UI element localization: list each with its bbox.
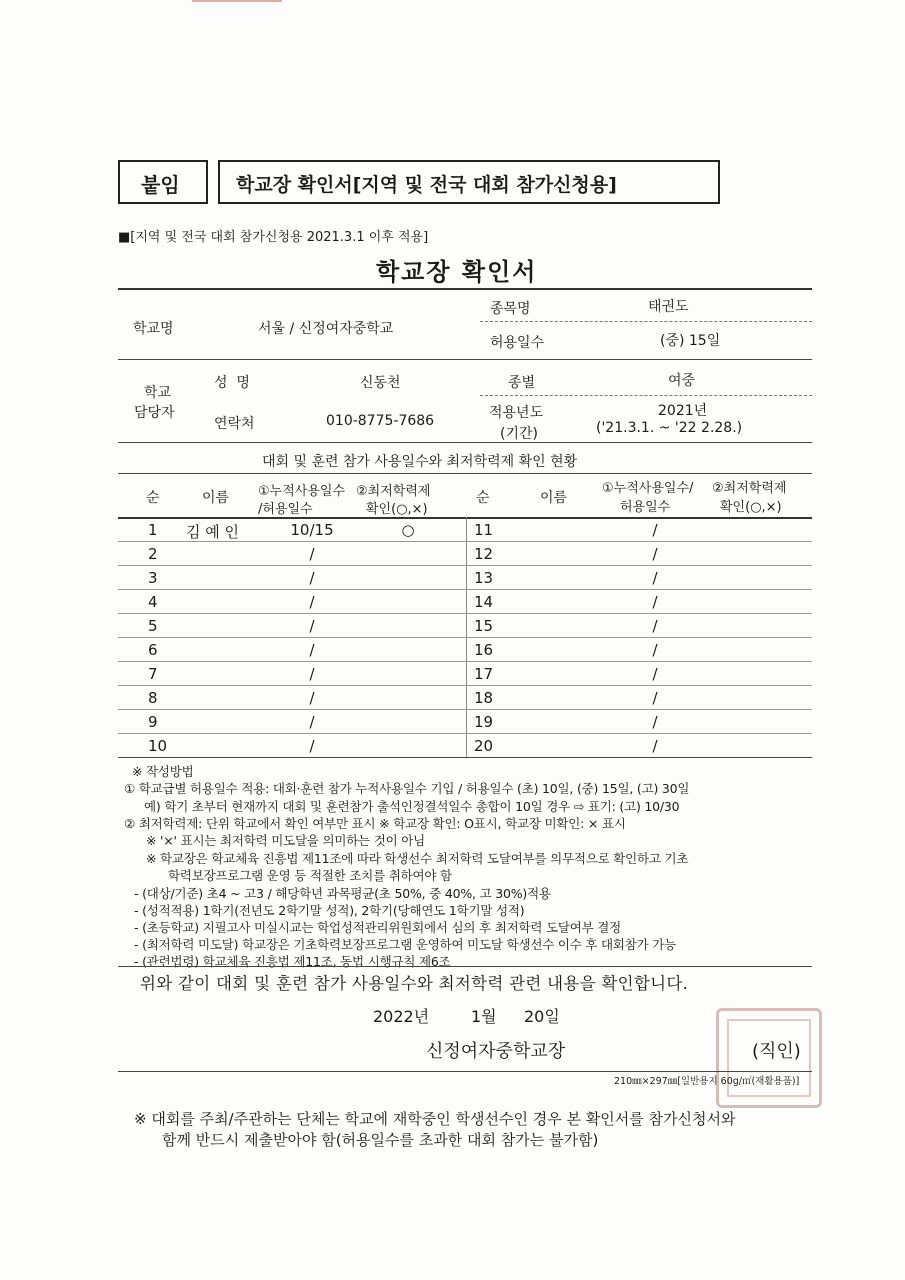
year-value: 2021년 — [658, 403, 708, 419]
status-header-border — [118, 517, 812, 519]
date-year: 2022년 — [373, 1007, 430, 1026]
usage-days-right: / — [652, 713, 658, 731]
usage-days: / — [309, 713, 315, 731]
date-day: 20일 — [524, 1007, 560, 1026]
usage-days-right: / — [652, 641, 658, 659]
col-name: 이름 — [202, 490, 230, 506]
officer-label-2: 담당자 — [134, 405, 175, 421]
usage-days: / — [309, 737, 315, 755]
allowed-days-label: 허용일수 — [490, 335, 545, 351]
note-1a: ① 학교급별 허용일수 적용: 대회·훈련 참가 누적사용일수 기입 / 허용일수 (초) 10일, (중) 15일, (고) 30일 — [124, 781, 690, 796]
row-number: 5 — [148, 617, 158, 635]
row-number-right: 12 — [474, 545, 494, 563]
allowed-days-value: (중) 15일 — [660, 333, 721, 349]
contact-label: 연락처 — [214, 416, 255, 432]
usage-days: / — [309, 593, 315, 611]
row-number-right: 18 — [474, 689, 494, 707]
row-divider — [118, 541, 812, 542]
row-divider — [118, 565, 812, 566]
col-name-right: 이름 — [540, 490, 568, 506]
col-usage-2: /허용일수 — [258, 502, 313, 517]
officer-label-1: 학교 — [144, 385, 172, 401]
detail-5: - (관련법령) 학교체육 진흥법 제11조, 동법 시행규칙 제6조 — [134, 954, 451, 969]
info-top-border — [118, 288, 812, 290]
row-divider — [118, 685, 812, 686]
usage-days: / — [309, 665, 315, 683]
usage-days: / — [309, 689, 315, 707]
notes-bottom-border — [118, 966, 812, 967]
row-divider — [118, 709, 812, 710]
usage-days-right: / — [652, 521, 658, 539]
category-value: 여중 — [668, 373, 696, 389]
detail-2: - (성적적용) 1학기(전년도 2학기말 성적), 2학기(당해연도 1학기말 성적) — [134, 903, 525, 918]
row-divider — [118, 613, 812, 614]
col-check-1: ②최저학력제 — [356, 484, 431, 499]
row-number: 1 — [148, 521, 158, 539]
footer-note-2: 함께 반드시 제출받아야 함(허용일수를 초과한 대회 참가는 불가함) — [162, 1131, 599, 1149]
col-check-2-right: 확인(○,×) — [720, 500, 782, 515]
usage-days-right: / — [652, 593, 658, 611]
note-2: ② 최저학력제: 단위 학교에서 확인 여부만 표시 ※ 학교장 확인: O표시, 학교장 미확인: × 표시 — [124, 816, 626, 831]
row-number: 4 — [148, 593, 158, 611]
seal-label: (직인) — [752, 1041, 801, 1062]
red-mark — [192, 0, 282, 2]
detail-4: - (최저학력 미도달) 학교장은 기초학력보장프로그램 운영하여 미도달 학생선수 이수 후 대회참가 가능 — [134, 937, 677, 952]
row-number: 10 — [148, 737, 168, 755]
sport-label: 종목명 — [490, 301, 531, 317]
notes-heading: ※ 작성방법 — [132, 764, 194, 779]
row-number-right: 14 — [474, 593, 494, 611]
row-number-right: 11 — [474, 521, 494, 539]
row-number: 2 — [148, 545, 158, 563]
academic-check: ○ — [401, 521, 415, 539]
usage-days: / — [309, 617, 315, 635]
usage-days-right: / — [652, 737, 658, 755]
col-check-2: 확인(○,×) — [366, 502, 428, 517]
info-divider-2 — [480, 395, 812, 396]
status-heading: 대회 및 훈련 참가 사용일수와 최저학력제 확인 현황 — [262, 454, 578, 470]
row-divider — [118, 661, 812, 662]
info-bottom-border — [118, 442, 812, 443]
info-divider — [480, 321, 812, 322]
row-divider — [118, 733, 812, 734]
usage-days-right: / — [652, 689, 658, 707]
signature-border — [118, 1071, 812, 1072]
row-number-right: 13 — [474, 569, 494, 587]
status-bottom-border — [118, 757, 812, 758]
school-name-label: 학교명 — [133, 321, 174, 337]
note-4b: 학력보장프로그램 운영 등 적절한 조치를 취하여야 함 — [168, 868, 452, 883]
name-label: 성 명 — [214, 375, 250, 391]
period-value: ('21.3.1. ~ '22 2.28.) — [596, 420, 743, 436]
status-heading-border — [118, 473, 812, 474]
confirm-text: 위와 같이 대회 및 훈련 참가 사용일수와 최저학력 관련 내용을 확인합니다. — [140, 974, 689, 993]
year-label-2: (기간) — [500, 426, 538, 442]
row-number: 9 — [148, 713, 158, 731]
usage-days: 10/15 — [290, 521, 334, 539]
header-title: 학교장 확인서[지역 및 전국 대회 참가신청용] — [236, 174, 617, 196]
row-number-right: 17 — [474, 665, 494, 683]
col-usage-1: ①누적사용일수 — [258, 484, 346, 499]
student-name: 김 예 인 — [186, 523, 240, 541]
usage-days-right: / — [652, 569, 658, 587]
attachment-label: 붙임 — [141, 173, 180, 197]
usage-days-right: / — [652, 545, 658, 563]
note-4a: ※ 학교장은 학교체육 진흥법 제11조에 따라 학생선수 최저학력 도달여부를 의무적으로 확인하고 기초 — [146, 851, 689, 866]
sport-value: 태권도 — [648, 299, 689, 315]
row-number-right: 19 — [474, 713, 494, 731]
paper-spec: 210㎜×297㎜[일반용지 60g/㎡(재활용품)] — [614, 1076, 800, 1087]
col-check-1-right: ②최저학력제 — [712, 481, 787, 496]
footer-note-1: ※ 대회를 주최/주관하는 단체는 학교에 재학중인 학생선수인 경우 본 확인서를 참가신청서와 — [134, 1110, 736, 1128]
row-divider — [118, 637, 812, 638]
note-1b: 예) 학기 초부터 현재까지 대회 및 훈련참가 출석인정결석일수 총합이 10일 경우 ⇨ 표기: (고) 10/30 — [144, 799, 680, 814]
usage-days-right: / — [652, 665, 658, 683]
name-value: 신동천 — [360, 375, 401, 391]
category-label: 종별 — [508, 375, 536, 391]
row-number: 3 — [148, 569, 158, 587]
note-3: ※ '×' 표시는 최저학력 미도달을 의미하는 것이 아님 — [146, 833, 426, 848]
col-usage-2-right: 허용일수 — [620, 500, 671, 515]
principal-name: 신정여자중학교장 — [426, 1041, 566, 1062]
document-title: 학교장 확인서 — [376, 258, 538, 286]
row-number: 6 — [148, 641, 158, 659]
detail-1: - (대상/기준) 초4 ~ 고3 / 해당학년 과목평균(초 50%, 중 40%, 고 30%)적용 — [134, 886, 551, 901]
date-month: 1월 — [471, 1007, 497, 1026]
row-number: 8 — [148, 689, 158, 707]
row-number-right: 20 — [474, 737, 494, 755]
usage-days: / — [309, 545, 315, 563]
row-divider — [118, 589, 812, 590]
school-name-value: 서울 / 신정여자중학교 — [258, 321, 394, 337]
usage-days: / — [309, 641, 315, 659]
usage-days: / — [309, 569, 315, 587]
row-number: 7 — [148, 665, 158, 683]
year-label-1: 적용년도 — [489, 405, 544, 421]
contact-value: 010-8775-7686 — [326, 413, 435, 429]
notice-line: ■[지역 및 전국 대회 참가신청용 2021.3.1 이후 적용] — [118, 230, 429, 245]
col-no: 순 — [146, 490, 160, 506]
row-number-right: 16 — [474, 641, 494, 659]
col-no-right: 순 — [476, 490, 490, 506]
row-number-right: 15 — [474, 617, 494, 635]
usage-days-right: / — [652, 617, 658, 635]
col-usage-1-right: ①누적사용일수/ — [602, 481, 694, 496]
info-mid-border — [118, 359, 812, 360]
detail-3: - (초등학교) 지필고사 미실시교는 학업성적관리위원회에서 심의 후 최저학력 도달여부 결정 — [134, 920, 622, 935]
